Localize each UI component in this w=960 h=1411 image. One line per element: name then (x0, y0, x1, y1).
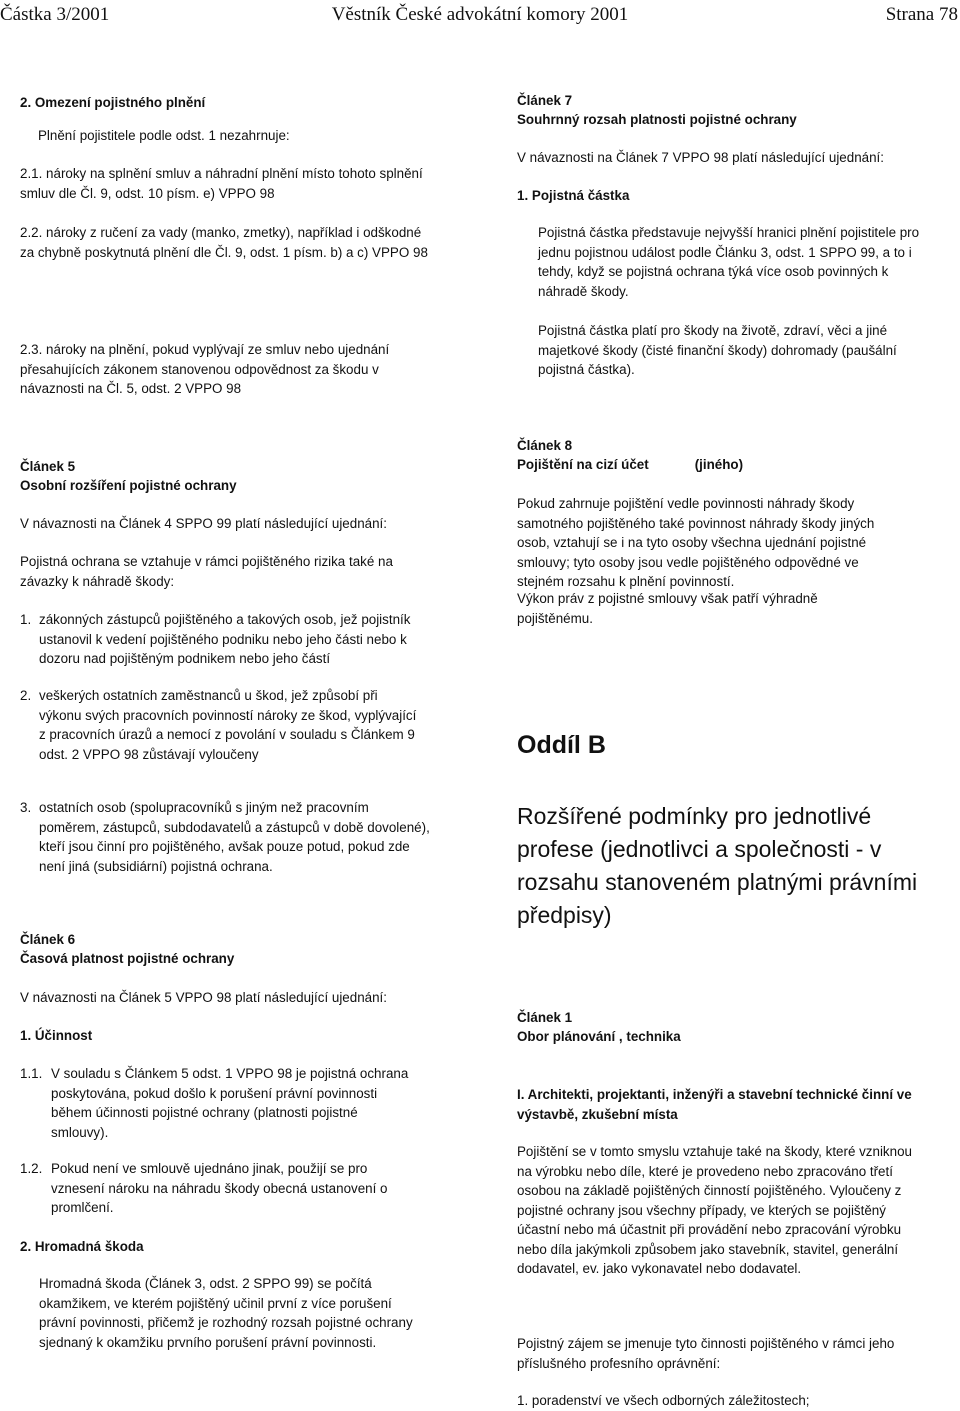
article-6-section-1-1 (20, 1064, 415, 1142)
section-b-article-1-label: Článek 1 (517, 1010, 573, 1025)
article-6-section-1-2 (20, 1159, 420, 1218)
item-text: Pokud není ve smlouvě ujednáno jinak, použijí se pro vznesení nároku na náhradu škody obecná ustanovení o promlčení. (51, 1161, 388, 1215)
section-b-article-1-title: Obor plánování , technika (517, 1029, 681, 1044)
article-5-item-2 (20, 686, 420, 764)
section-2-2: 2.2. nároky z ručení za vady (manko, zmetky), například i odškodné za chybně poskytnutá plnění dle Čl. 9, odst. 1 písm. b) a c) VPPO 98 (20, 225, 428, 260)
item-number: 3. (20, 800, 32, 815)
header-page-number: Strana 78 (885, 4, 958, 25)
item-number: 1.1. (20, 1066, 43, 1081)
article-5-text: Pojistná ochrana se vztahuje v rámci pojištěného rizika také na závazky k náhradě škody: (20, 554, 393, 589)
section-b-heading: Oddíl B (517, 731, 606, 759)
article-8-paragraph-2: Výkon práv z pojistné smlouvy však patří výhradně pojištěnému. (517, 591, 818, 626)
article-5-title: Osobní rozšíření pojistné ochrany (20, 478, 237, 493)
section-b-article-1-item-1: 1. poradenství ve všech odborných záležitostech; (517, 1393, 810, 1408)
article-7-paragraph-2: Pojistná částka platí pro škody na životě, zdraví, věci a jiné majetkové škody (čisté finanční škody) dohromady (paušální pojistná částka). (538, 323, 897, 377)
section-b-article-1-paragraph-1: Pojištění se v tomto smyslu vztahuje také na škody, které vzniknou na výrobku nebo díle, které je provedeno nebo zpracováno třetí osobou na základě pojištěných činností pojištěného. Vyloučeny z pojistné ochrany jsou všechny případy, ve kterých se pojištěný účastní nebo má účastnit při provádění nebo zpracování výrobku nebo díla jakýmkoli způsobem jako stavebník, stavitel, generální dodavatel, ev. jako vykonavatel nebo dodavatel. (517, 1144, 912, 1276)
article-7-label: Článek 7 (517, 93, 573, 108)
section-2-intro: Plnění pojistitele podle odst. 1 nezahrnuje: (38, 128, 290, 143)
article-7-intro: V návaznosti na Článek 7 VPPO 98 platí následující ujednání: (517, 150, 884, 165)
section-2-1: 2.1. nároky na splnění smluv a náhradní plnění místo tohoto splnění smluv dle Čl. 9, odst. 10 písm. e) VPPO 98 (20, 166, 423, 201)
article-6-section-2-text: Hromadná škoda (Článek 3, odst. 2 SPPO 99) se počítá okamžikem, ve kterém pojištěný učinil první z více porušení právní povinnosti, přičemž je rozhodný rozsah pojistné ochrany sjednaný k okamžiku prvního porušení právní povinnosti. (39, 1276, 413, 1350)
article-5-intro: V návaznosti na Článek 4 SPPO 99 platí následující ujednání: (20, 516, 387, 531)
item-text: V souladu s Článkem 5 odst. 1 VPPO 98 je pojistná ochrana poskytována, pokud došlo k porušení právní povinnosti během účinnosti pojistné ochrany (platnosti pojistné smlouvy). (51, 1066, 409, 1140)
article-7-paragraph-1: Pojistná částka představuje nejvyšší hranici plnění pojistitele pro jednu pojistnou událost podle Článku 3, odst. 1 SPPO 99, a to i tehdy, když se pojistná ochrana týká více osob povinných k náhradě škody. (538, 225, 920, 299)
header-journal-title: Věstník České advokátní komory 2001 (331, 4, 629, 25)
article-6-section-1: 1. Účinnost (20, 1028, 93, 1043)
article-5-item-3 (20, 798, 430, 876)
section-b-title: Rozšířené podmínky pro jednotlivé profese (jednotlivci a společnosti - v rozsahu stanoveném platnými právními předpisy) (517, 803, 918, 928)
article-8-label: Článek 8 (517, 438, 573, 453)
article-6-label: Článek 6 (20, 932, 76, 947)
article-7-section-1: 1. Pojistná částka (517, 188, 630, 203)
article-6-title: Časová platnost pojistné ochrany (20, 951, 235, 966)
section-b-article-1-paragraph-2: Pojistný zájem se jmenuje tyto činnosti pojištěného v rámci jeho příslušného profesního oprávnění: (517, 1336, 895, 1371)
item-text: veškerých ostatních zaměstnanců u škod, jež způsobí při výkonu svých pracovních povinností nároky ze škod, vyplývající z pracovních úrazů a nemocí z povolání v souladu s Článkem 9 odst. 2 VPPO 98 zůstávají vyloučeny (39, 688, 417, 762)
article-6-intro: V návaznosti na Článek 5 VPPO 98 platí následující ujednání: (20, 990, 387, 1005)
article-5-item-1 (20, 610, 450, 669)
article-6-section-2: 2. Hromadná škoda (20, 1239, 144, 1254)
section-2-title: 2. Omezení pojistného plnění (20, 95, 206, 110)
header-issue: Částka 3/2001 (0, 4, 110, 25)
item-number: 1.2. (20, 1161, 43, 1176)
item-number: 2. (20, 688, 32, 703)
item-number: 1. (20, 612, 32, 627)
item-text: zákonných zástupců pojištěného a takových osob, jež pojistník ustanovil k vedení pojištěného podniku nebo jeho části nebo k dozoru nad pojištěným podnikem nebo jeho částí (39, 612, 411, 666)
item-text: ostatních osob (spolupracovníků s jiným než pracovním poměrem, zástupců, subdodavatelů a zástupců v době dovolené), kteří jsou činní pro pojištěného, avšak pouze potud, pokud zde není jiná (subsidiární) pojistná ochrana. (39, 800, 430, 874)
article-8-paragraph-1: Pokud zahrnuje pojištění vedle povinnosti náhrady škody samotného pojištěného také povinnost náhrady škody jiných osob, vztahují se i na tyto osoby všechna ujednání pojistné smlouvy; tyto osoby jsou vedle pojištěného odpovědné ve stejném rozsahu k plnění povinností. (517, 496, 875, 589)
section-b-article-1-subsection-1: I. Architekti, projektanti, inženýři a stavební technické činní ve výstavbě, zkušební místa (517, 1087, 912, 1122)
article-5-label: Článek 5 (20, 459, 76, 474)
page-header (0, 0, 960, 30)
article-7-title: Souhrnný rozsah platnosti pojistné ochrany (517, 112, 797, 127)
section-2-3: 2.3. nároky na plnění, pokud vyplývají ze smluv nebo ujednání přesahujících zákonem stanovenou odpovědnost za škodu v návaznosti na Čl. 5, odst. 2 VPPO 98 (20, 342, 390, 396)
article-8-title: Pojištění na cizí účet (jiného) (517, 457, 744, 472)
